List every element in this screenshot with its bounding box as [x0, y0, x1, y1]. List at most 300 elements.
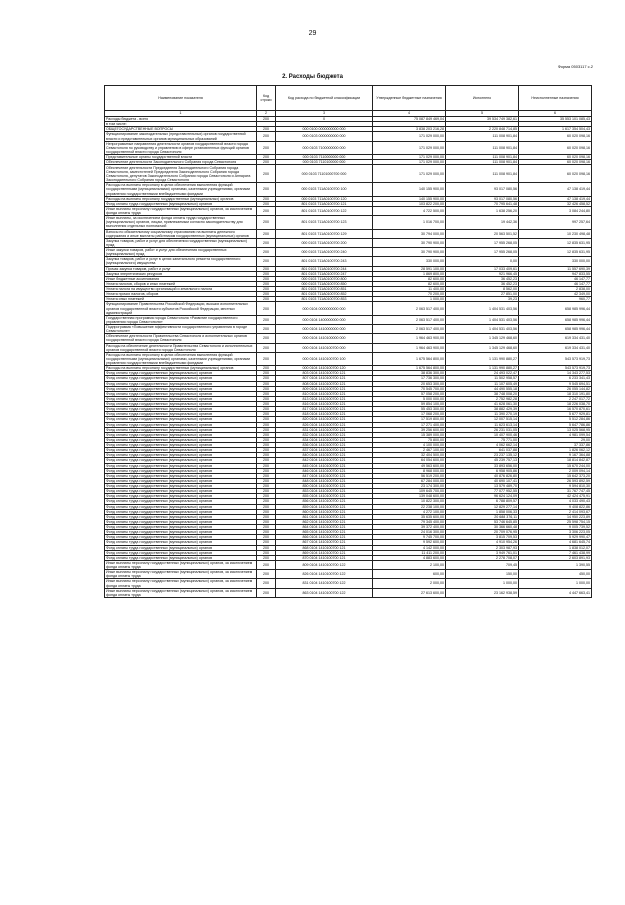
row-executed-cell: 36 452,23 [446, 276, 519, 281]
row-name-cell: Фонд оплаты труда государственных (муниципальных) органов [105, 417, 257, 422]
row-classification-code-cell: 000 0103 7110000000 000 [276, 155, 373, 160]
row-executed-cell: 1 345 129 468,60 [446, 343, 519, 352]
row-approved-cell: 109 645 700,00 [373, 489, 446, 494]
row-approved-cell: 82 600,00 [373, 276, 446, 281]
row-classification-code-cell: 834 0104 1410100700 121 [276, 437, 373, 442]
row-executed-cell: 23 162 938,59 [446, 588, 519, 597]
row-classification-code-cell: 860 0104 1410100700 121 [276, 509, 373, 514]
row-approved-cell: 70 545 700,00 [373, 386, 446, 391]
row-approved-cell: 9 592 600,00 [373, 540, 446, 545]
row-line-code-cell: 200 [257, 281, 276, 286]
row-line-code-cell: 200 [257, 371, 276, 376]
row-classification-code-cell: 870 0104 1410100700 121 [276, 555, 373, 560]
row-name-cell: Закупка товаров, работ и услуг в целях капитального ремонта государственного (муниципального) имущества [105, 257, 257, 266]
row-unexecuted-cell: 543 573 919,73 [519, 352, 592, 365]
row-classification-code-cell: 801 0103 711A0100700 243 [276, 257, 373, 266]
row-line-code-cell: 200 [257, 473, 276, 478]
row-unexecuted-cell: 13 025 568,95 [519, 427, 592, 432]
row-executed-cell: 1 638 256,20 [446, 206, 519, 215]
row-name-cell: Фонд оплаты труда государственных (муниципальных) органов [105, 509, 257, 514]
row-approved-cell: 171 029 000,00 [373, 155, 446, 160]
row-executed-cell: 77 077 952,55 [446, 489, 519, 494]
row-name-cell: Подпрограмма «Повышение эффективности государственного управления в городе Севастополе» [105, 325, 257, 334]
row-approved-cell: 600,00 [373, 570, 446, 579]
row-name-cell: Уплата прочих налогов, сборов [105, 292, 257, 297]
row-line-code-cell: 200 [257, 325, 276, 334]
row-unexecuted-cell: 18 310 191,80 [519, 391, 592, 396]
row-classification-code-cell: 862 0104 1410100700 121 [276, 519, 373, 524]
row-classification-code-cell: 801 0103 711A0100700 852 [276, 292, 373, 297]
row-classification-code-cell: 801 0103 711A0100700 244 [276, 266, 373, 271]
row-line-code-cell: 200 [257, 117, 276, 122]
row-name-cell: Государственная программа города Севастополя «Развитие государственного управления города Севастополя» [105, 315, 257, 324]
row-classification-code-cell: 801 0103 711A0100700 247 [276, 271, 373, 276]
row-name-cell: Обеспечение деятельности Правительства Севастополя и исполнительных органов государственной власти города Севастополя [105, 334, 257, 343]
table-row [105, 165, 592, 183]
row-approved-cell: 3 838 203 216,28 [373, 127, 446, 132]
table-row [105, 315, 592, 324]
row-executed-cell: 13 579 489,70 [446, 484, 519, 489]
row-unexecuted-cell: 60 020 098,16 [519, 165, 592, 183]
row-name-cell: Фонд оплаты труда государственных (муниципальных) органов [105, 402, 257, 407]
row-line-code-cell: 200 [257, 376, 276, 381]
row-line-code-cell: 200 [257, 402, 276, 407]
row-executed-cell: 1 858 006,33 [446, 509, 519, 514]
row-unexecuted-cell: 46 147,77 [519, 276, 592, 281]
row-approved-cell: 27 613 600,00 [373, 588, 446, 597]
row-approved-cell: 171 029 000,00 [373, 165, 446, 183]
row-executed-cell: 20 709 076,95 [446, 530, 519, 535]
row-executed-cell: 2 220 848 714,85 [446, 127, 519, 132]
row-approved-cell: 1 000,00 [373, 297, 446, 302]
row-executed-cell: 27 851,00 [446, 292, 519, 297]
row-line-code-cell: 200 [257, 535, 276, 540]
row-classification-code-cell: 856 0104 1410100700 121 [276, 499, 373, 504]
row-classification-code-cell: 803 0104 1410100700 121 [276, 371, 373, 376]
row-approved-cell: 4 100 000,00 [373, 443, 446, 448]
row-approved-cell: 171 029 000,00 [373, 132, 446, 141]
row-classification-code-cell: 836 0104 1410100700 121 [276, 443, 373, 448]
row-classification-code-cell: 846 0104 1410100700 121 [276, 468, 373, 473]
row-classification-code-cell: 801 0103 711A0100700 851 [276, 287, 373, 292]
row-approved-cell: 35 635 600,00 [373, 514, 446, 519]
row-approved-cell: 55 453 300,00 [373, 407, 446, 412]
row-line-code-cell: 200 [257, 448, 276, 453]
row-approved-cell: 330 000,00 [373, 257, 446, 266]
column-number: 4 [373, 111, 446, 117]
row-name-cell: Уплата налогов, сборов и иных платежей [105, 281, 257, 286]
row-unexecuted-cell: 658 985 996,44 [519, 302, 592, 315]
row-classification-code-cell: 801 0103 711A0100700 853 [276, 297, 373, 302]
row-approved-cell: 17 068 200,00 [373, 412, 446, 417]
row-classification-code-cell: 831 0104 1410100700 122 [276, 579, 373, 588]
row-approved-cell: 2 063 517 400,00 [373, 325, 446, 334]
row-unexecuted-cell: 42 424 475,91 [519, 494, 592, 499]
row-line-code-cell: 200 [257, 276, 276, 281]
row-unexecuted-cell: 3 084 244,80 [519, 206, 592, 215]
row-line-code-cell: 200 [257, 412, 276, 417]
row-line-code-cell: 200 [257, 229, 276, 238]
row-line-code-cell: 200 [257, 588, 276, 597]
row-classification-code-cell: 816 0104 1410100700 121 [276, 402, 373, 407]
row-line-code-cell: 200 [257, 201, 276, 206]
row-classification-code-cell: 832 0104 1410100700 121 [276, 432, 373, 437]
table-row [105, 334, 592, 343]
row-line-code-cell: 200 [257, 132, 276, 141]
row-unexecuted-cell: 60 020 098,16 [519, 141, 592, 154]
row-classification-code-cell: 831 0104 1410100700 121 [276, 427, 373, 432]
row-approved-cell: 140 155 900,00 [373, 196, 446, 201]
row-approved-cell: 23 174 300,00 [373, 484, 446, 489]
row-approved-cell: 70 200,00 [373, 292, 446, 297]
row-classification-code-cell: 801 0103 711A0100700 129 [276, 229, 373, 238]
row-approved-cell: 2 467 100,00 [373, 448, 446, 453]
table-row [105, 570, 592, 579]
row-approved-cell: 11 411 200,00 [373, 550, 446, 555]
row-line-code-cell: 200 [257, 216, 276, 229]
row-unexecuted-cell: 3 306 223,05 [519, 530, 592, 535]
row-unexecuted-cell: 37 337,86 [519, 443, 592, 448]
row-name-cell: Фонд оплаты труда государственных (муниципальных) органов [105, 514, 257, 519]
row-name-cell: Обеспечение деятельности Председателя Законодательного Собрания города Севастополя, заместителей Председателя Законодательного Собрания города Севастополя, депутатов Законодательного Собрания города Севастополя и Аппарата Законодательного Собрания города Севастополя [105, 165, 257, 183]
row-executed-cell: 41 628 061,30 [446, 402, 519, 407]
row-line-code-cell: 200 [257, 391, 276, 396]
row-classification-code-cell: 808 0104 1410100700 121 [276, 381, 373, 386]
row-classification-code-cell: 826 0104 1410100700 122 [276, 570, 373, 579]
table-row [105, 216, 592, 229]
row-name-cell: Фонд оплаты труда государственных (муниципальных) органов [105, 448, 257, 453]
row-approved-cell: 67 284 000,00 [373, 478, 446, 483]
row-line-code-cell: 200 [257, 555, 276, 560]
row-name-cell: Фонд оплаты труда государственных (муниципальных) органов [105, 468, 257, 473]
row-unexecuted-cell: 9 594 810,30 [519, 484, 592, 489]
row-executed-cell: 39,23 [446, 297, 519, 302]
row-executed-cell: 150,00 [446, 570, 519, 579]
row-executed-cell: 1 404 531 403,56 [446, 302, 519, 315]
row-executed-cell: 111 008 901,84 [446, 141, 519, 154]
row-approved-cell: 56 519 200,00 [373, 473, 446, 478]
table-row [105, 579, 592, 588]
row-approved-cell: 1 964 463 900,00 [373, 334, 446, 343]
row-unexecuted-cell: 11 557 690,39 [519, 266, 592, 271]
row-approved-cell: 38 836 300,00 [373, 371, 446, 376]
row-name-cell: Фонд оплаты труда государственных (муниципальных) органов [105, 540, 257, 545]
row-approved-cell: 11 400,00 [373, 287, 446, 292]
row-approved-cell: 5 000 000,00 [373, 396, 446, 401]
row-line-code-cell: 200 [257, 248, 276, 257]
row-executed-cell: 33 893 656,00 [446, 463, 519, 468]
table-row [105, 588, 592, 597]
row-unexecuted-cell: 2 838,00 [519, 287, 592, 292]
row-classification-code-cell: 000 0104 1410000000 000 [276, 325, 373, 334]
row-executed-cell: 111 008 901,84 [446, 160, 519, 165]
row-name-cell: Иные выплаты, за исключением фонда оплаты труда государственных (муниципальных) органов, лицам, привлекаемым согласно законодательству для выполнения отдельных полномочий [105, 216, 257, 229]
row-executed-cell: 6 788 809,57 [446, 499, 519, 504]
row-executed-cell: 111 008 901,84 [446, 132, 519, 141]
row-classification-code-cell: 853 0104 1410100700 121 [276, 489, 373, 494]
row-line-code-cell: 200 [257, 560, 276, 569]
row-executed-cell: 3 815 709,53 [446, 535, 519, 540]
row-classification-code-cell: 801 0103 711A0100700 122 [276, 206, 373, 215]
column-number: 1 [105, 111, 257, 117]
row-unexecuted-cell: 12 835 631,95 [519, 248, 592, 257]
row-approved-cell: 82 600,00 [373, 281, 446, 286]
row-name-cell: Фонд оплаты труда государственных (муниципальных) органов [105, 494, 257, 499]
row-approved-cell: 1 675 564 800,00 [373, 352, 446, 365]
row-executed-cell: 17 955 268,05 [446, 248, 519, 257]
row-line-code-cell: 200 [257, 468, 276, 473]
row-unexecuted-cell: 450,00 [519, 570, 592, 579]
row-unexecuted-cell: 9 167 364,88 [519, 453, 592, 458]
row-name-cell: Фонд оплаты труда государственных (муниципальных) органов [105, 427, 257, 432]
row-classification-code-cell: 810 0104 1410100700 121 [276, 391, 373, 396]
row-name-cell: Расходы бюджета - всего [105, 117, 257, 122]
row-unexecuted-cell: 6 233 341,43 [519, 376, 592, 381]
row-approved-cell: 49 563 600,00 [373, 463, 446, 468]
row-line-code-cell: 200 [257, 432, 276, 437]
row-approved-cell: 2 100,00 [373, 560, 446, 569]
row-line-code-cell: 200 [257, 366, 276, 371]
row-executed-cell: 17 033 409,61 [446, 266, 519, 271]
row-unexecuted-cell: 42 349,00 [519, 292, 592, 297]
row-executed-cell: 24 493 022,47 [446, 371, 519, 376]
row-executed-cell: 40 690 107,41 [446, 478, 519, 483]
row-line-code-cell: 200 [257, 504, 276, 509]
row-executed-cell: 20 688 376,11 [446, 514, 519, 519]
row-line-code-cell: 200 [257, 494, 276, 499]
row-name-cell: Фонд оплаты труда государственных (муниципальных) органов [105, 432, 257, 437]
row-name-cell: в том числе: [105, 122, 257, 127]
row-unexecuted-cell: 14 950 223,89 [519, 514, 592, 519]
row-unexecuted-cell: 1 000,00 [519, 579, 592, 588]
row-classification-code-cell: 000 0103 0000000000 000 [276, 132, 373, 141]
row-classification-code-cell: 000 0103 711A0100700 120 [276, 196, 373, 201]
section-title: 2. Расходы бюджета [282, 74, 343, 80]
row-unexecuted-cell: 543 573 919,73 [519, 366, 592, 371]
row-unexecuted-cell: 658 985 996,44 [519, 325, 592, 334]
row-line-code-cell: 200 [257, 315, 276, 324]
row-name-cell: Фонд оплаты труда государственных (муниципальных) органов [105, 550, 257, 555]
row-approved-cell: 79 345 400,00 [373, 519, 446, 524]
row-line-code-cell: 200 [257, 196, 276, 201]
row-line-code-cell: 200 [257, 160, 276, 165]
row-executed-cell: 20 563 501,52 [446, 229, 519, 238]
row-line-code-cell: 200 [257, 437, 276, 442]
row-line-code-cell: 200 [257, 396, 276, 401]
row-unexecuted-cell: 18 226 038,70 [519, 402, 592, 407]
row-approved-cell: 2 000,00 [373, 579, 446, 588]
row-classification-code-cell: 000 0104 1410100700 120 [276, 366, 373, 371]
row-line-code-cell: 200 [257, 443, 276, 448]
row-name-cell: Фонд оплаты труда государственных (муниципальных) органов [105, 376, 257, 381]
row-classification-code-cell: 807 0104 1410100700 121 [276, 376, 373, 381]
row-line-code-cell: 200 [257, 545, 276, 550]
row-executed-cell: 6 958 905,86 [446, 468, 519, 473]
row-line-code-cell: 200 [257, 386, 276, 391]
row-classification-code-cell: 837 0104 1410100700 121 [276, 448, 373, 453]
row-classification-code-cell: 000 0103 71101000700 000 [276, 165, 373, 183]
row-executed-cell: 38 882 429,39 [446, 407, 519, 412]
row-unexecuted-cell: 997 257,64 [519, 216, 592, 229]
row-executed-cell: 8 562,00 [446, 287, 519, 292]
row-name-cell: Фонд оплаты труда государственных (муниципальных) органов [105, 463, 257, 468]
row-name-cell: Иные выплаты персоналу государственных (муниципальных) органов, за исключением фонда оплаты труда [105, 560, 257, 569]
row-unexecuted-cell: 1 826 062,12 [519, 448, 592, 453]
row-executed-cell: 36 452,23 [446, 281, 519, 286]
row-unexecuted-cell: 9 005 739,52 [519, 525, 592, 530]
row-name-cell: Иные выплаты персоналу государственных (муниципальных) органов, за исключением фонда оплаты труда [105, 579, 257, 588]
row-approved-cell: 8 968 000,00 [373, 468, 446, 473]
row-executed-cell: 12 007 515,14 [446, 417, 519, 422]
row-name-cell: Иные бюджетные ассигнования [105, 276, 257, 281]
row-approved-cell: 171 029 000,00 [373, 141, 446, 154]
row-unexecuted-cell: 1 617 354 504,43 [519, 127, 592, 132]
row-unexecuted-cell: 35 553 101 085,43 [519, 117, 592, 122]
header-approved: Утвержденные бюджетные назначения [373, 86, 446, 111]
row-line-code-cell: 200 [257, 206, 276, 215]
row-line-code-cell: 200 [257, 489, 276, 494]
row-executed-cell: 19 442,36 [446, 216, 519, 229]
row-classification-code-cell: 000 0103 711A0100700 240 [276, 248, 373, 257]
row-unexecuted-cell: 31 767 747,45 [519, 489, 592, 494]
row-name-cell: Фонд оплаты труда государственных (муниципальных) органов [105, 443, 257, 448]
row-name-cell: Уплата иных платежей [105, 297, 257, 302]
row-unexecuted-cell: 29,00 [519, 437, 592, 442]
row-name-cell: Фонд оплаты труда государственных (муниципальных) органов [105, 525, 257, 530]
row-line-code-cell: 200 [257, 343, 276, 352]
row-approved-cell: 139 048 600,00 [373, 494, 446, 499]
row-approved-cell: 39 372 400,00 [373, 525, 446, 530]
row-unexecuted-cell: 16 570 870,61 [519, 407, 592, 412]
row-unexecuted-cell: 619 334 431,40 [519, 334, 592, 343]
row-approved-cell: 17 519 800,00 [373, 417, 446, 422]
row-name-cell: Расходы на обеспечение деятельности Правительства Севастополя и исполнительных органов государственной власти города Севастополя [105, 343, 257, 352]
row-approved-cell: 15 389 000,00 [373, 432, 446, 437]
row-unexecuted-cell: 2 247 017,72 [519, 396, 592, 401]
row-classification-code-cell: 868 0104 1410100700 121 [276, 545, 373, 550]
row-unexecuted-cell: 619 334 431,40 [519, 343, 592, 352]
row-name-cell: Расходы на выплаты персоналу государственных (муниципальных) органов [105, 196, 257, 201]
row-unexecuted-cell: 5 512 284,86 [519, 417, 592, 422]
row-line-code-cell: 200 [257, 570, 276, 579]
row-unexecuted-cell: 5 647 786,86 [519, 422, 592, 427]
row-unexecuted-cell: 4 447 663,41 [519, 588, 592, 597]
row-classification-code-cell: 000 0103 711A0100700 100 [276, 183, 373, 196]
row-executed-cell: 0,00 [446, 257, 519, 266]
table-row [105, 141, 592, 154]
row-line-code-cell: 200 [257, 127, 276, 132]
row-executed-cell: 30 366 660,48 [446, 525, 519, 530]
row-unexecuted-cell: 12 835 631,95 [519, 238, 592, 247]
row-unexecuted-cell: 15 642 373,20 [519, 473, 592, 478]
row-executed-cell: 3 949 761,01 [446, 550, 519, 555]
row-name-cell: Фонд оплаты труда государственных (муниципальных) органов [105, 473, 257, 478]
row-unexecuted-cell: 60 020 098,16 [519, 160, 592, 165]
row-name-cell: Фонд оплаты труда государственных (муниципальных) органов [105, 478, 257, 483]
row-line-code-cell: 200 [257, 381, 276, 386]
row-classification-code-cell: 000 0104 0000000000 000 [276, 302, 373, 315]
row-unexecuted-cell: 330 000,00 [519, 257, 592, 266]
row-name-cell: Уплата налога на имущество организаций и земельного налога [105, 287, 257, 292]
row-line-code-cell: 200 [257, 257, 276, 266]
row-line-code-cell: 200 [257, 427, 276, 432]
row-line-code-cell: 200 [257, 422, 276, 427]
row-executed-cell: 2 303 987,93 [446, 545, 519, 550]
row-classification-code-cell: 848 0104 1410100700 121 [276, 478, 373, 483]
row-approved-cell: 1 016 700,00 [373, 216, 446, 229]
row-name-cell: Фонд оплаты труда государственных (муниципальных) органов [105, 412, 257, 417]
header-name: Наименование показателя [105, 86, 257, 111]
header-classification-code: Код расхода по бюджетной классификации [276, 86, 373, 111]
row-executed-cell: 26 231 031,05 [446, 427, 519, 432]
page-number: 29 [308, 30, 317, 37]
row-line-code-cell: 200 [257, 484, 276, 489]
row-classification-code-cell: 845 0104 1410100700 121 [276, 463, 373, 468]
row-approved-cell: 2 063 517 400,00 [373, 315, 446, 324]
row-executed-cell: 921 966,45 [446, 271, 519, 276]
row-name-cell: Фонд оплаты труда государственных (муниципальных) органов [105, 504, 257, 509]
row-executed-cell: 12 829 277,14 [446, 504, 519, 509]
row-unexecuted-cell: 7 461 438,99 [519, 550, 592, 555]
row-approved-cell: 9 745 700,00 [373, 535, 446, 540]
row-unexecuted-cell: 4 981 099,54 [519, 432, 592, 437]
row-executed-cell: 1 345 129 468,60 [446, 334, 519, 343]
row-name-cell: Функционирование законодательных (представительных) органов государственной власти и представительных органов муниципальных образований [105, 132, 257, 141]
row-approved-cell: 1 869 800,00 [373, 271, 446, 276]
row-name-cell: Фонд оплаты труда государственных (муниципальных) органов [105, 386, 257, 391]
row-approved-cell: 22 238 100,00 [373, 504, 446, 509]
row-classification-code-cell: 867 0104 1410100700 121 [276, 540, 373, 545]
row-executed-cell: 11 502 958,57 [446, 376, 519, 381]
row-executed-cell: 40 876 826,80 [446, 473, 519, 478]
row-approved-cell: 171 029 000,00 [373, 160, 446, 165]
row-line-code-cell: 200 [257, 287, 276, 292]
row-name-cell: Фонд оплаты труда государственных (муниципальных) органов [105, 458, 257, 463]
row-approved-cell: 2 063 517 400,00 [373, 302, 446, 315]
row-classification-code-cell: 000 0103 7100000000 000 [276, 141, 373, 154]
row-unexecuted-cell: 2 414 093,67 [519, 509, 592, 514]
row-unexecuted-cell: 10 230 498,48 [519, 229, 592, 238]
row-executed-cell: 1 404 531 403,56 [446, 315, 519, 324]
row-line-code-cell: 200 [257, 417, 276, 422]
row-name-cell: Фонд оплаты труда государственных (муниципальных) органов [105, 371, 257, 376]
row-approved-cell: 64 054 600,00 [373, 458, 446, 463]
row-executed-cell: 39 534 749 382,61 [446, 117, 519, 122]
row-name-cell: Фонд оплаты труда государственных (муниципальных) органов [105, 545, 257, 550]
row-line-code-cell: 200 [257, 271, 276, 276]
row-approved-cell: 1 964 463 900,00 [373, 343, 446, 352]
row-classification-code-cell: 000 0104 1410100700 000 [276, 343, 373, 352]
row-approved-cell: 103 822 200,00 [373, 201, 446, 206]
table-row [105, 132, 592, 141]
row-executed-cell: 17 955 268,05 [446, 238, 519, 247]
row-name-cell: Фонд оплаты труда государственных (муниципальных) органов [105, 484, 257, 489]
row-classification-code-cell: 863 0104 1410100700 122 [276, 588, 373, 597]
row-executed-cell: 96 624 124,09 [446, 494, 519, 499]
row-approved-cell: 10 822 300,00 [373, 499, 446, 504]
table-row [105, 206, 592, 215]
row-approved-cell: 57 058 200,00 [373, 391, 446, 396]
row-name-cell: Прочая закупка товаров, работ и услуг [105, 266, 257, 271]
row-executed-cell: 23 237 135,12 [446, 453, 519, 458]
row-classification-code-cell: 847 0104 1410100700 121 [276, 473, 373, 478]
row-approved-cell: 1 675 564 800,00 [373, 366, 446, 371]
row-unexecuted-cell: 32 426 458,52 [519, 201, 592, 206]
row-approved-cell: 4 272 100,00 [373, 509, 446, 514]
row-unexecuted-cell: 5 677 929,81 [519, 412, 592, 417]
row-line-code-cell: 200 [257, 407, 276, 412]
row-executed-cell: 11 623 613,14 [446, 422, 519, 427]
